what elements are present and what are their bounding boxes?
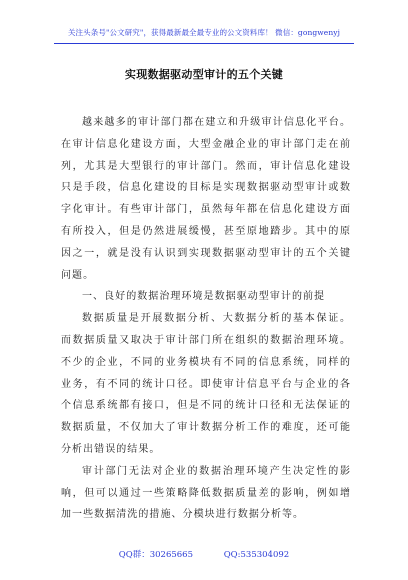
paragraph-line: 只是手段，信息化建设的目标是实现数据驱动型审计或数 [61,182,351,194]
footer-qq-group: QQ群：30265665 [118,550,193,560]
paragraph-line: 数据质量，不仅加大了审计数据分析工作的难度，还可能 [61,422,351,434]
document-title: 实现数据驱动型审计的五个关键 [124,68,284,81]
paragraph-line: 一、良好的数据治理环境是数据驱动型审计的前提 [82,291,326,303]
paragraph-line: 有所投入，但是仍然进展缓慢，甚至原地踏步。其中的原 [61,225,351,237]
paragraph-line: 越来越多的审计部门都在建立和升级审计信息化平台。 [82,117,351,128]
paragraph-line: 在审计信息化建设方面，大型金融企业的审计部门走在前 [61,138,351,150]
paragraph [61,286,351,308]
header-promo-note: 关注头条号"公文研究"，获得最新最全最专业的公文资料库！ 微信：gongwenyj [67,28,341,37]
paragraph-line: 审计部门无法对企业的数据治理环境产生决定性的影 [82,465,351,477]
paragraph-line: 列，尤其是大型银行的审计部门。然而，审计信息化建设 [61,160,351,172]
paragraph [61,112,351,286]
paragraph-line: 因之一，就是没有认识到实现数据驱动型审计的五个关键 [61,247,351,259]
paragraph-line: 数据质量是开展数据分析、大数据分析的基本保证。 [82,313,351,325]
paragraph [61,308,351,461]
paragraph [61,461,351,526]
paragraph-line: 响，但可以通过一些策略降低数据质量差的影响，例如增 [61,487,351,499]
paragraph-line: 个信息系统都有接口，但是不同的统计口径和无法保证的 [61,400,351,412]
paragraph-line: 而数据质量又取决于审计部门所在组织的数据治理环境。 [61,334,351,346]
paragraph-line: 业务，有不同的统计口径。即使审计信息平台与企业的各 [61,378,351,390]
paragraph-line: 加一些数据清洗的措施、分模块进行数据分析等。 [61,509,305,521]
paragraph-line: 字化审计。有些审计部门，虽然每年都在信息化建设方面 [61,204,351,216]
paragraph-line: 分析出错误的结果。 [61,443,161,455]
header-divider [54,43,354,44]
footer-qq-number: QQ:535304092 [223,550,290,560]
paragraph-line: 不少的企业，不同的业务模块有不同的信息系统，同样的 [61,356,351,368]
footer-contact [0,548,408,560]
paragraph-line: 问题。 [61,269,95,281]
document-body [61,112,351,526]
